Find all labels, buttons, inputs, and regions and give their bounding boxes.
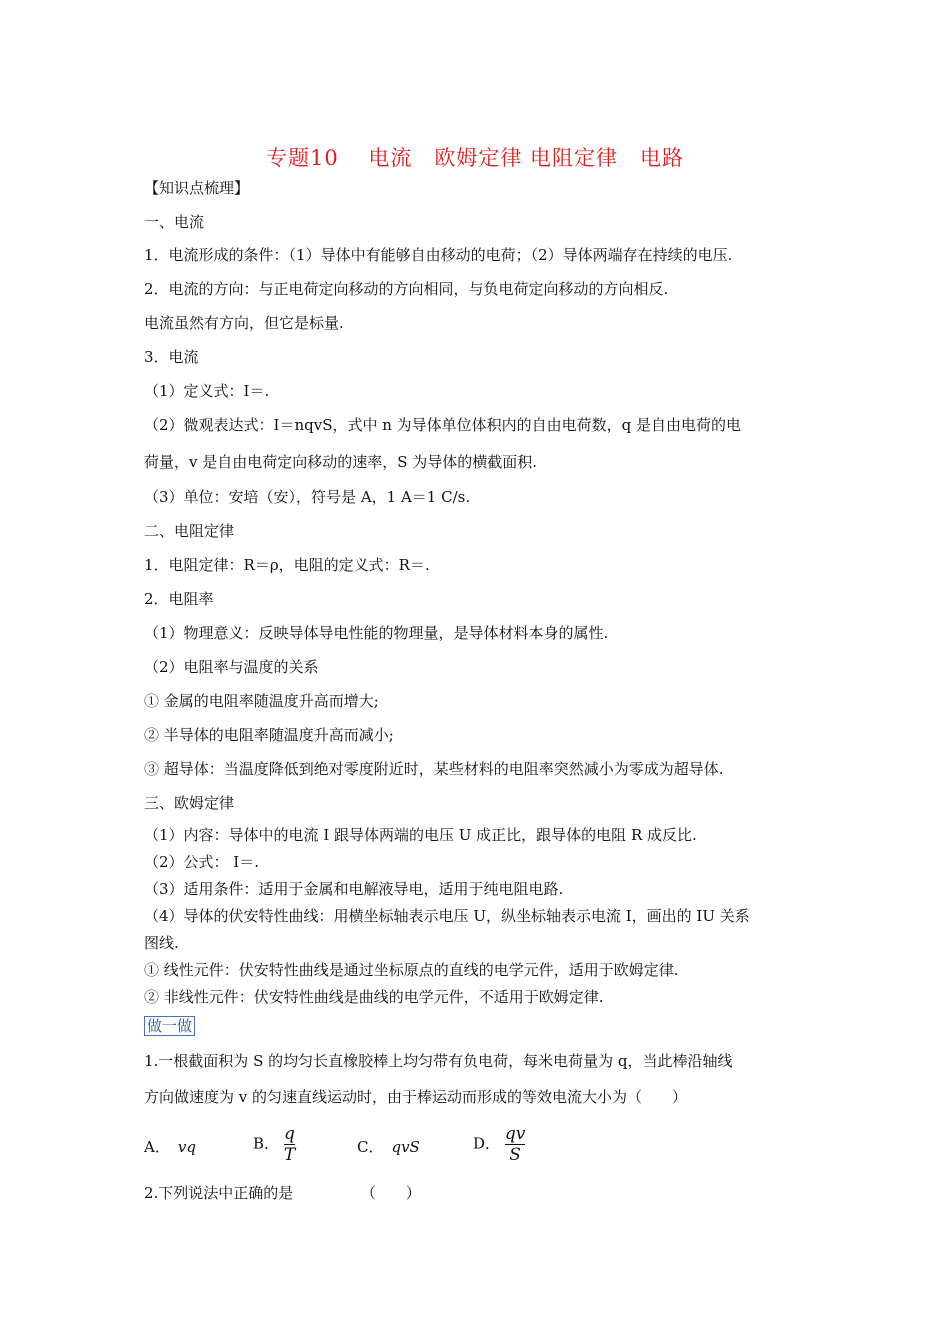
option-c (357, 1136, 420, 1157)
question-2-line-1: 2.下列说法中正确的是 （ ） (144, 1184, 421, 1202)
text-line: 电流虽然有方向，但它是标量. (144, 314, 344, 332)
option-b (253, 1124, 295, 1165)
option-d (473, 1124, 525, 1165)
text-line: 图线. (144, 934, 179, 952)
option-c-value: qvS (391, 1138, 420, 1156)
option-d-label: D． (473, 1134, 501, 1153)
text-line: （1）物理意义：反映导体导电性能的物理量，是导体材料本身的属性. (144, 624, 609, 642)
text-line: ② 半导体的电阻率随温度升高而减小; (144, 726, 394, 744)
heading-resistance: 二、电阻定律 (144, 522, 235, 540)
option-a-value: vq (177, 1138, 196, 1156)
option-d-fraction (505, 1124, 526, 1165)
practice-label-wrap (144, 1016, 195, 1036)
option-d-numerator: qv (504, 1124, 526, 1144)
text-line: 2．电阻率 (144, 590, 214, 608)
text-line: （3）适用条件：适用于金属和电解液导电，适用于纯电阻电路. (144, 880, 564, 898)
text-line: 1．电流形成的条件：（1）导体中有能够自由移动的电荷；（2）导体两端存在持续的电压. (144, 246, 733, 264)
text-line: 3．电流 (144, 348, 199, 366)
heading-current: 一、电流 (144, 213, 205, 231)
text-line: ① 线性元件：伏安特性曲线是通过坐标原点的直线的电学元件，适用于欧姆定律. (144, 961, 679, 979)
page-title: 专题10 电流 欧姆定律 电阻定律 电路 (265, 146, 685, 170)
option-c-label: C． (357, 1138, 384, 1156)
option-d-denominator: S (509, 1145, 521, 1165)
heading-ohm: 三、欧姆定律 (144, 794, 235, 812)
text-line: （1）内容：导体中的电流 I 跟导体两端的电压 U 成正比，跟导体的电阻 R 成反比. (144, 826, 697, 844)
text-line: ③ 超导体：当温度降低到绝对零度附近时，某些材料的电阻率突然减小为零成为超导体. (144, 760, 724, 778)
option-b-label: B． (253, 1134, 280, 1153)
option-b-denominator: T (283, 1145, 296, 1165)
practice-label: 做一做 (144, 1016, 195, 1036)
section-header: 【知识点梳理】 (144, 179, 250, 197)
text-line: ① 金属的电阻率随温度升高而增大; (144, 692, 379, 710)
option-a-label: A． (144, 1138, 170, 1156)
question-1-line-1: 1.一根截面积为 S 的均匀长直橡胶棒上均匀带有负电荷，每米电荷量为 q，当此棒沿轴线 (144, 1052, 733, 1070)
text-line: 荷量，v 是自由电荷定向移动的速率，S 为导体的横截面积. (144, 453, 538, 471)
option-a (144, 1136, 196, 1157)
text-line: 2．电流的方向：与正电荷定向移动的方向相同，与负电荷定向移动的方向相反. (144, 280, 669, 298)
option-b-numerator: q (284, 1124, 295, 1144)
text-line: （2）电阻率与温度的关系 (144, 658, 319, 676)
text-line: （1）定义式：I＝. (144, 382, 270, 400)
text-line: 1．电阻定律：R＝ρ，电阻的定义式：R＝. (144, 556, 430, 574)
text-line: （2）公式： I＝. (144, 853, 260, 871)
text-line: （2）微观表达式：I＝nqvS，式中 n 为导体单位体积内的自由电荷数，q 是自由电荷的电 (144, 416, 742, 434)
question-1-line-2: 方向做速度为 v 的匀速直线运动时，由于棒运动而形成的等效电流大小为（ ） (144, 1088, 688, 1106)
text-line: ② 非线性元件：伏安特性曲线是曲线的电学元件，不适用于欧姆定律. (144, 988, 604, 1006)
text-line: （4）导体的伏安特性曲线：用横坐标轴表示电压 U，纵坐标轴表示电流 I，画出的 IU 关系 (144, 907, 750, 925)
option-b-fraction (284, 1124, 295, 1165)
text-line: （3）单位：安培（安），符号是 A，1 A＝1 C/s. (144, 488, 471, 506)
